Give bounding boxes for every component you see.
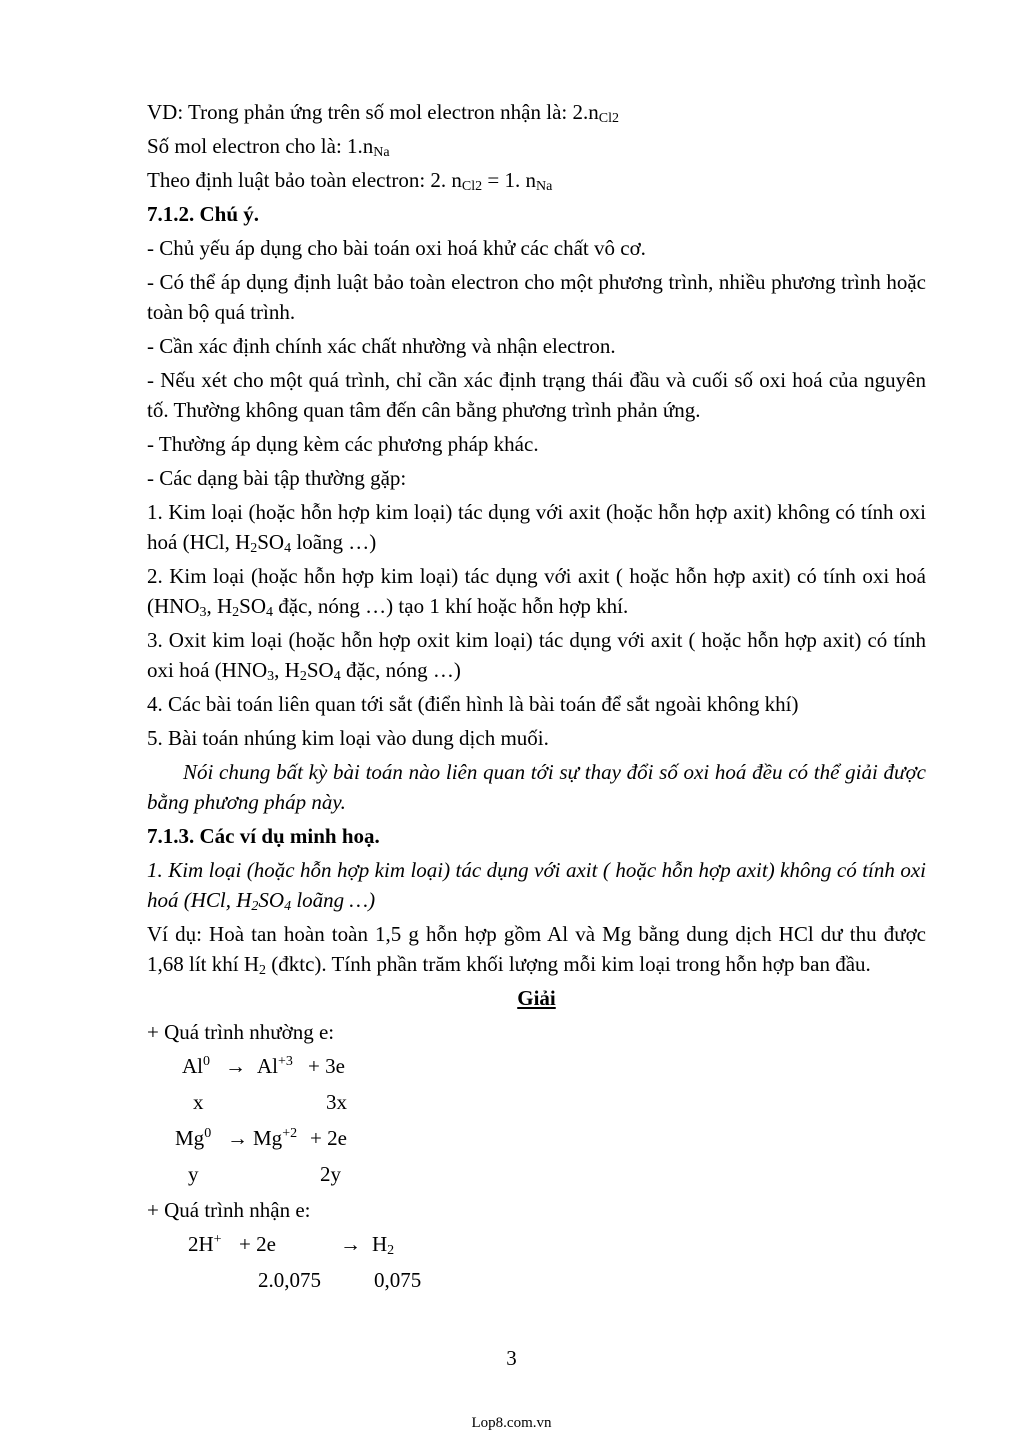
h-value-1: 2.0,075 [258, 1268, 321, 1292]
example-subtitle: 1. Kim loại (hoặc hỗn hợp kim loại) tác dụng với axit ( hoặc hỗn hợp axit) không có tính oxi hoá (HCl, $H_2SO_4$ loãng …) [147, 858, 926, 914]
note-bullet-6: - Các dạng bài tập thường gặp: [147, 466, 407, 490]
intro-line-2: Số mol electron cho là: $1.n_{Na}$ [147, 134, 390, 160]
h-amounts [147, 1265, 926, 1301]
h-value-2: 0,075 [374, 1268, 422, 1292]
mg-y: y [188, 1162, 199, 1186]
mg-product: $Mg^{+2}$ [253, 1126, 298, 1150]
note-bullet-4: - Nếu xét cho một quá trình, chỉ cần xác định trạng thái đầu và cuối số oxi hoá của nguyên tố. Thường không quan tâm đến cân bằng phương trình phản ứng. [147, 368, 926, 422]
general-note: Nói chung bất kỳ bài toán nào liên quan tới sự thay đổi số oxi hoá đều có thể giải được bằng phương pháp này. [147, 760, 926, 814]
h-equation [147, 1229, 926, 1265]
al-product: $Al^{+3}$ [257, 1054, 293, 1078]
exercise-type-1: 1. Kim loại (hoặc hỗn hợp kim loại) tác dụng với axit (hoặc hỗn hợp axit) không có tính oxi hoá (HCl, $H_2SO_4$ loãng …) [147, 500, 926, 556]
al-electrons: + 3e [308, 1054, 345, 1078]
solution-title: Giải [517, 986, 556, 1010]
exercise-type-4: 4. Các bài toán liên quan tới sắt (điển hình là bài toán để sắt ngoài không khí) [147, 692, 799, 716]
arrow-icon: → [225, 1054, 246, 1078]
al-amounts [147, 1087, 926, 1123]
al-x: x [193, 1090, 204, 1114]
al-reactant: Al$^0$ [182, 1054, 210, 1078]
al-3x: 3x [326, 1090, 347, 1114]
footer-watermark: Lop8.com.vn [471, 1415, 552, 1431]
receive-electron-title: + Quá trình nhận e: [147, 1198, 311, 1222]
note-bullet-3: - Cần xác định chính xác chất nhường và nhận electron. [147, 334, 616, 358]
h-electrons: + 2e [239, 1232, 276, 1256]
arrow-icon: → [227, 1126, 248, 1150]
mg-equation [147, 1123, 926, 1159]
h-product: $H_2$ [372, 1232, 395, 1258]
section-heading-712: 7.1.2. Chú ý. [147, 202, 260, 226]
give-electron-title: + Quá trình nhường e: [147, 1020, 335, 1044]
h-reactant: 2H+ [188, 1232, 222, 1256]
mg-amounts [147, 1159, 926, 1195]
page-number: 3 [506, 1346, 517, 1370]
note-bullet-2: - Có thể áp dụng định luật bảo toàn electron cho một phương trình, nhiều phương trình hoặc toàn bộ quá trình. [147, 270, 926, 324]
exercise-type-3: 3. Oxit kim loại (hoặc hỗn hợp oxit kim loại) tác dụng với axit ( hoặc hỗn hợp axit) có tính oxi hoá ($HNO_3$, $H_2SO_4$ đặc, nóng …) [147, 628, 926, 684]
intro-line-3: Theo định luật bảo toàn electron: 2. $n_{Cl2} = 1$. $n_{Na}$ [147, 168, 553, 194]
exercise-type-5: 5. Bài toán nhúng kim loại vào dung dịch muối. [147, 726, 549, 750]
exercise-type-2: 2. Kim loại (hoặc hỗn hợp kim loại) tác dụng với axit ( hoặc hỗn hợp axit) có tính oxi hoá ($HNO_3$, $H_2SO_4$ đặc, nóng …) tạo 1 khí hoặc hỗn hợp khí. [147, 564, 926, 620]
intro-line-1: VD: Trong phản ứng trên số mol electron nhận là: $2.n_{Cl2}$ [147, 100, 619, 126]
note-bullet-5: - Thường áp dụng kèm các phương pháp khác. [147, 432, 539, 456]
document-body [147, 97, 926, 1301]
mg-electrons: + 2e [310, 1126, 347, 1150]
mg-reactant: Mg$^0$ [175, 1126, 212, 1150]
section-heading-713: 7.1.3. Các ví dụ minh hoạ. [147, 824, 380, 848]
al-equation [147, 1051, 926, 1087]
arrow-icon: → [340, 1232, 361, 1256]
solution-title-row [147, 983, 926, 1013]
mg-2y: 2y [320, 1162, 341, 1186]
example-problem: Ví dụ: Hoà tan hoàn toàn 1,5 g hỗn hợp gồm Al và Mg bằng dung dịch HCl dư thu được 1,68 lít khí $H_2$ (đktc). Tính phần trăm khối lượng mỗi kim loại trong hỗn hợp ban đầu. [147, 922, 926, 978]
note-bullet-1: - Chủ yếu áp dụng cho bài toán oxi hoá khử các chất vô cơ. [147, 236, 646, 260]
